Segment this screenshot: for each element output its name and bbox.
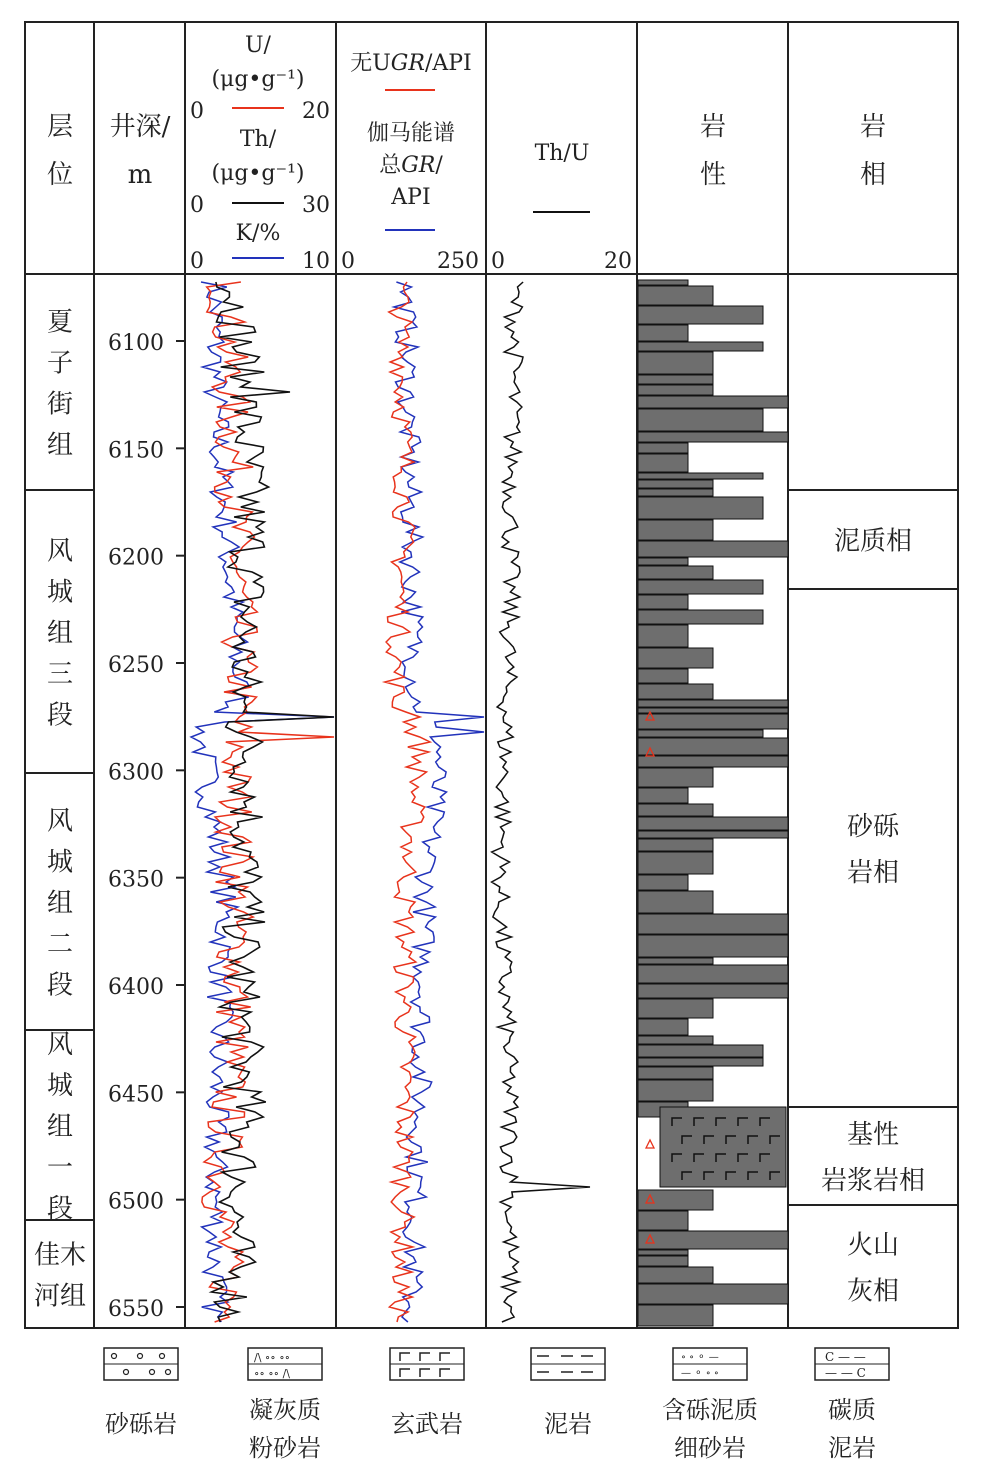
svg-text:∘∘ ∘∘ /\: ∘∘ ∘∘ /\ — [254, 1367, 290, 1380]
lithology-bed — [638, 1211, 688, 1230]
lithology-bed — [638, 595, 688, 609]
svg-text:/\ ∘∘ ∘∘: /\ ∘∘ ∘∘ — [254, 1351, 290, 1364]
facies-header: 岩相 — [859, 112, 887, 190]
lithology-bed — [638, 714, 788, 729]
lithology-bed — [638, 669, 688, 683]
lithology-bed — [638, 1190, 713, 1210]
lithology-bed — [638, 935, 788, 957]
lithology-bed — [638, 768, 713, 787]
lithology-bed — [638, 443, 688, 453]
th-curve — [212, 282, 335, 1322]
lithology-bed — [638, 738, 788, 755]
lithology-bed — [638, 730, 763, 737]
lithology-bed — [638, 352, 713, 374]
lithology-bed — [638, 1305, 713, 1326]
lithology-bed — [638, 1267, 713, 1283]
lithology-bed — [638, 891, 713, 913]
layer-header: 层位 — [46, 112, 74, 190]
facies-label: 泥质相 — [833, 526, 913, 557]
lithology-bed — [638, 566, 713, 579]
lithology-bed — [638, 325, 688, 341]
k-curve — [191, 282, 334, 1322]
lithology-header: 岩性 — [699, 112, 727, 190]
uthk-track — [191, 282, 334, 1322]
gr-header — [341, 51, 479, 274]
thu-min: 0 — [491, 249, 505, 274]
th-min: 0 — [190, 193, 204, 218]
u-unit: (μg•g⁻¹) — [211, 67, 305, 92]
gr-min: 0 — [341, 249, 355, 274]
lithology-bed — [638, 839, 713, 851]
thu-max: 20 — [604, 249, 632, 274]
thu-track — [492, 282, 590, 1322]
conglomerate-symbol — [104, 1348, 178, 1380]
lithology-bed — [638, 385, 713, 395]
svg-text:— — C: — — C — [825, 1366, 866, 1380]
facies-label: 基性岩浆岩相 — [820, 1120, 926, 1196]
ugr-label: 无UGR/API — [350, 51, 472, 76]
tuffaceous-siltstone-symbol — [248, 1348, 322, 1380]
gr-track — [385, 282, 484, 1322]
depth-tick: 6400 — [108, 975, 164, 1000]
pebbly-sandstone-symbol — [673, 1348, 747, 1380]
lithology-bed — [638, 396, 788, 408]
thu-curve — [492, 282, 590, 1322]
lithology-bed — [638, 480, 713, 488]
basalt-symbol — [390, 1348, 464, 1380]
basalt-bed — [660, 1107, 786, 1187]
lithology-bed — [638, 684, 713, 699]
lithology-bed — [638, 280, 688, 285]
sgr-line1: 伽马能谱 — [366, 121, 456, 146]
thu-header — [491, 141, 632, 274]
depth-tick: 6300 — [108, 760, 164, 786]
lithology-bed — [638, 708, 788, 713]
lithology-bed — [638, 1284, 788, 1304]
depth-tick: 6150 — [108, 438, 164, 464]
lithology-bed — [638, 473, 763, 479]
lithology-bed — [638, 875, 688, 890]
lithology-bed — [638, 1045, 763, 1057]
legend-label: 凝灰质粉砂岩 — [249, 1396, 321, 1462]
depth-tick: 6450 — [108, 1082, 164, 1108]
th-label: Th/ — [239, 127, 277, 152]
lithology-bed — [638, 625, 688, 647]
lithology-bed — [638, 914, 788, 934]
lithology-bed — [638, 1231, 788, 1249]
th-unit: (μg•g⁻¹) — [211, 161, 305, 186]
stratum-label: 风城组一段 — [46, 1030, 74, 1224]
stratum-label: 夏子街组 — [46, 307, 74, 461]
sgr-line3: API — [391, 185, 431, 210]
grid-frame — [25, 22, 958, 1328]
stratum-label: 风城组二段 — [46, 806, 74, 1001]
lithology-column — [638, 280, 788, 1326]
lithology-bed — [638, 1058, 763, 1066]
legend-label: 碳质泥岩 — [828, 1396, 876, 1462]
legend-label: 砂砾岩 — [105, 1410, 177, 1438]
legend — [104, 1348, 889, 1462]
header — [47, 33, 886, 274]
u-curve — [202, 282, 334, 1322]
thu-label: Th/U — [534, 141, 590, 166]
lithology-bed — [638, 1036, 713, 1044]
lithology-bed — [638, 1250, 688, 1255]
k-max: 10 — [302, 249, 330, 274]
lithology-bed — [638, 756, 788, 767]
lithology-bed — [638, 999, 713, 1018]
lithology-bed — [638, 648, 713, 668]
gr-max: 250 — [437, 249, 479, 274]
lithology-bed — [638, 432, 788, 442]
lithology-bed — [638, 804, 713, 816]
lithology-bed — [638, 1256, 688, 1266]
lithology-bed — [638, 965, 788, 983]
lithology-bed — [638, 817, 788, 830]
th-max: 30 — [302, 193, 330, 218]
lithology-bed — [638, 984, 788, 998]
depth-tick: 6100 — [108, 331, 164, 356]
sgr-line2: 总GR/ — [379, 153, 443, 178]
mudstone-symbol — [531, 1348, 605, 1380]
depth-tick: 6550 — [108, 1297, 164, 1322]
depth-header: 井深/ m — [109, 112, 171, 190]
sgr-curve — [394, 282, 484, 1322]
facies-column — [821, 527, 925, 1307]
lithology-bed — [638, 610, 763, 624]
carbonaceous-mudstone-symbol — [815, 1348, 889, 1380]
lithology-bed — [638, 700, 788, 707]
u-max: 20 — [302, 99, 330, 124]
lithology-bed — [638, 1067, 713, 1079]
lithology-bed — [638, 497, 763, 519]
depth-column — [108, 331, 185, 1322]
lithology-bed — [638, 375, 713, 384]
depth-tick: 6200 — [108, 545, 164, 571]
depth-tick: 6500 — [108, 1189, 164, 1215]
lithology-bed — [638, 558, 688, 565]
stratum-label: 风城组三段 — [46, 536, 74, 731]
lithology-bed — [638, 831, 788, 838]
facies-label: 火山灰相 — [846, 1230, 900, 1307]
lithology-bed — [638, 580, 763, 594]
lithology-bed — [638, 489, 713, 496]
ugr-curve — [385, 282, 430, 1322]
facies-label: 砂砾岩相 — [846, 812, 900, 888]
tuff-marker — [646, 1140, 654, 1148]
lithology-bed — [638, 1019, 688, 1035]
lithology-bed — [638, 852, 713, 874]
lithology-bed — [638, 306, 763, 324]
legend-label: 含砾泥质细砂岩 — [662, 1396, 758, 1462]
lithology-bed — [638, 520, 713, 540]
svg-text:∘ ∘ ⚬ —: ∘ ∘ ⚬ — — [681, 1352, 719, 1363]
lithology-bed — [638, 342, 763, 351]
lithology-bed — [638, 958, 713, 964]
lithology-bed — [638, 788, 688, 803]
k-min: 0 — [190, 249, 204, 274]
u-label: U/ — [245, 33, 271, 58]
lithology-bed — [638, 454, 688, 472]
legend-label: 玄武岩 — [391, 1410, 463, 1438]
u-min: 0 — [190, 99, 204, 124]
strata-column — [34, 308, 86, 1312]
stratum-label: 佳木河组 — [33, 1240, 87, 1312]
lithology-bed — [638, 286, 713, 305]
lithology-bed — [638, 541, 788, 557]
svg-text:C — —: C — — — [825, 1350, 866, 1364]
depth-tick: 6350 — [108, 867, 164, 893]
uthk-header — [190, 33, 330, 274]
depth-tick: 6250 — [108, 653, 164, 678]
svg-text:— ⚬ ∘ ∘: — ⚬ ∘ ∘ — [681, 1368, 719, 1379]
legend-label: 泥岩 — [544, 1410, 592, 1438]
lithology-bed — [638, 409, 763, 431]
k-label: K/% — [235, 221, 281, 246]
lithology-bed — [638, 1080, 713, 1101]
